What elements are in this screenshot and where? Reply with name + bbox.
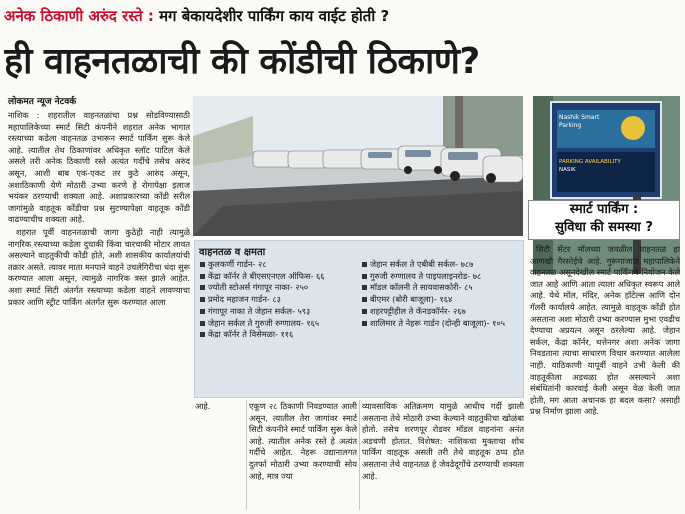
- sign-line-4: NASIK: [559, 167, 576, 173]
- headline: ही वाहनतळाची की कोंडीची ठिकाणे?: [4, 41, 480, 82]
- parking-capacity-box: [194, 240, 524, 398]
- bottom-column-3: एकूण २८ ठिकाणी निवडण्यात आली असून, त्यातील तेरा जागांवर स्मार्ट सिटी कंपनीने स्मार्ट पार्किंग सुरू केले आहे. त्यातील अनेक रस्ते हे अत्यंत गर्दीचे आहेत. नेहरू उद्यानालगत दुतर्फा मोठारी उभ्या करण्याची सोय आहे, मात्र ज्या: [249, 401, 357, 481]
- box-title: वाहनतळ व क्षमता: [199, 247, 266, 258]
- list-item: प्रमोद महाजन गार्डन- ८३: [199, 294, 359, 306]
- list-item: गुरुजी रुग्णालय ते पाइपलाइनरोड- ७८: [361, 271, 521, 283]
- kicker: [4, 6, 680, 32]
- sign-caption-line-1: स्मार्ट पार्किंग :: [569, 202, 639, 217]
- mid-column-text: आहे.: [195, 401, 211, 411]
- kicker-question: मग बेकायदेशीर पार्किंग काय वाईट होती ?: [153, 7, 390, 25]
- list-item: ज्योती स्टोअर्स गंगापूर नाका- २५०: [199, 282, 359, 294]
- sign-line-1: Nashik Smart: [559, 114, 600, 121]
- sign-caption: [528, 200, 680, 240]
- list-item: जेहान सर्कल ते एबीबी सर्कल- ७८७: [361, 259, 521, 271]
- bottom-column-4: व्यावसायिक अतिक्रमण यामुळे आधीच गर्दी झाली असताना तेथे मोठारी उभ्या केल्याने वाहतुकीचा खोळंबा होतो. तसेच शरणपूर रोडवर मॉडल वाहनांना अनंत अडचणी होतात. विशेषत: नाशिकचा मुक्ताचा शोध पार्किंग वाहतूक असती तरी तेथे वाहतूक ठप्प होत असताना तेथे वाहनतळ हे जेवढेदूर्गोचे ठरण्याची शक्यता आहे.: [362, 401, 524, 481]
- list-item: मॉडल कॉलनी ते सायवासकोरी- ८५: [361, 282, 521, 294]
- list-item: बीएमर (बोरी बाजूला)- १६४: [361, 294, 521, 306]
- byline: लोकमत न्यूज नेटवर्क: [8, 97, 77, 107]
- parked-cars-photo: [193, 96, 523, 236]
- column-divider: [246, 400, 247, 510]
- kicker-red: अनेक ठिकाणी अरुंद रस्ते :: [4, 7, 154, 25]
- sign-line-2: Parking: [559, 122, 582, 129]
- sign-line-3: PARKING AVAILABILITY: [559, 159, 621, 165]
- sign-board-text-2: [559, 158, 621, 174]
- left-paragraph-1: नाशिक : शहरातील वाहनतळांचा प्रश्न सोडविण्यासाठी महापालिकेच्या स्मार्ट सिटी कंपनीने शहरात अनेक भागात रस्त्याच्या कडेला वाहनतळ उभारून स्मार्ट पार्किंग सुरू केले आहे. त्यातील तेथ ठिकाणांवर अधिकृत स्लॉट पाटिल केले असले तरी अनेक ठिकाणी रस्ते अत्यंत गर्दीचे तसेच अरुंद असून, आशी बाब एक-एकट तर कुठे आरुंद असून, अशाठिकाणी येणे मोठारी उभ्या करणे हे रोगापेक्षा इलाज भयंकर ठरण्याची शक्यता आहे. अशाप्रकारच्या कोंडी सरील जागांमुळे वाहतूक कोंडीचा प्रश्न सुटण्यापेक्षा वाहतूक कोंडी वाढण्याचीच शक्यता आहे.: [8, 110, 190, 225]
- box-right-list: [361, 259, 521, 329]
- list-item: शालिमार ते नेहरू गार्डन (दोन्ही बाजूला)- १०५: [361, 318, 521, 330]
- list-item: कुलकर्णी गार्डन- २८: [199, 259, 359, 271]
- left-paragraph-2: शहरात पूर्वी वाहनतळाची जागा कुठेही नाही त्यामुळे नागरिक रस्त्याच्या कडेला दुचाकी किंवा चारचाकी मोटार लावत असल्याने वाहतुकीची कोंडी होते, अशी शासकीय कार्यालयांची तक्रार असते. त्यावर माता मनपाने वाहने उचलेगिरीचा धंदा सुरू करण्यात आला असून, त्यामुळे नागरिक त्रस्त झाले आहेत. अशा स्मार्ट सिटी अंतर्गत रस्त्याच्या कडेला वाहने लावण्याचा प्रकार आणि स्ट्रीट पार्किंग अंतर्गत सुरू करण्यात आला: [8, 226, 190, 307]
- list-item: शहरपट्टीहील ते कॅनडकॉर्नर- २६७: [361, 306, 521, 318]
- left-column: [8, 110, 190, 510]
- box-left-list: [199, 259, 359, 341]
- list-item: जेहान सर्कल ते गुरुजी रुग्णालय- १६५: [199, 318, 359, 330]
- sign-board-text: [559, 114, 599, 130]
- sign-caption-line-2: सुविधा की समस्या ?: [555, 220, 653, 235]
- list-item: केंद्रा कॉर्नर ते बीएसएनएल ऑफिस- ६६: [199, 271, 359, 283]
- column-divider: [359, 400, 360, 510]
- list-item: गंगापूर नाका ते जेहान सर्कल- ५९३: [199, 306, 359, 318]
- list-item: केंद्रा कॉर्नर ते विसेमळा- ११६: [199, 329, 359, 341]
- right-column: सिटी सेंटर मॉलच्या जवळील वाहनतळ हा आणखी गैरसोईचे आहे. गुरूंगाजाळ महापालिकेने वाहनतळ असूनदेखील स्मार्ट पार्किंगचे नियोजन केले जात आहे आणि आता त्याला अधिकृत स्वरूप आले आहे. येथे मॉल, मंदिर, अनेक हॉटेल्स आणि दोन गॅलरी कार्यालये आहेत. त्यामुळे वाहतूक कोंडी होत असताना अशा मोठारी उभ्या करण्यास मुभा एवढीच देण्याचा अप्रयत्न असून ठरलेल्या आहे. जेहान सर्कल, केंद्रा कॉर्नर, थत्तेनगर अशा अनेक जागा निवडताना त्याचा साधारण विचार करण्यात आलेला नाही. याठिकाणी यापूर्वी वाहने उभी केली की वाहतूकीला अडथळा होत असल्याने अशा संबंधितांनी कारवाई केली असून वेळ केली जात होती, मग आता अचानक हा बदल कसा? असाही प्रश्न निर्माण झाला आहे.: [530, 244, 680, 417]
- street-photo-graphic: [193, 96, 523, 236]
